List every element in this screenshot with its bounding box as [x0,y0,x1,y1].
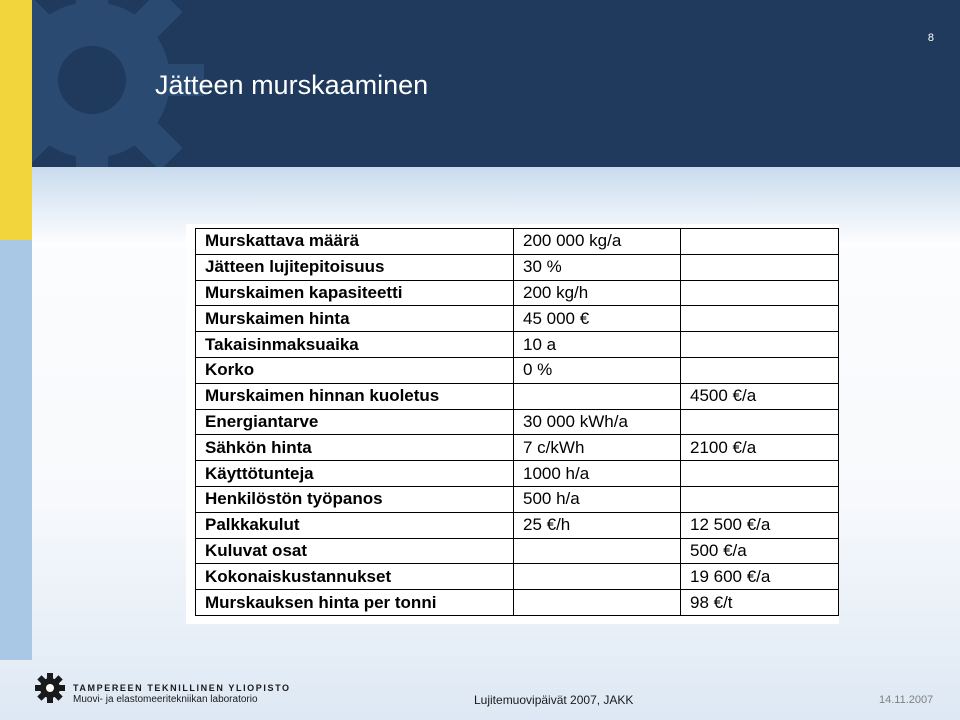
row-cost-cell: 98 €/t [681,590,839,616]
table-row [196,486,839,512]
row-label-cell: Käyttötunteja [196,461,514,487]
left-accent-stripe-yellow [0,0,32,240]
row-cost-cell [681,357,839,383]
row-cost-cell [681,409,839,435]
row-value-cell: 25 €/h [514,512,681,538]
slide-title: Jätteen murskaaminen [155,70,429,100]
event-name: Lujitemuovipäivät 2007, JAKK [474,693,634,707]
row-label-cell: Palkkakulut [196,512,514,538]
left-accent-stripe-blue [0,240,32,660]
table-row [196,306,839,332]
table-row [196,332,839,358]
university-name: TAMPEREEN TEKNILLINEN YLIOPISTO [73,683,291,693]
row-value-cell [514,383,681,409]
row-cost-cell [681,332,839,358]
row-value-cell: 0 % [514,357,681,383]
row-label-cell: Energiantarve [196,409,514,435]
tut-gear-logo-icon [34,672,66,704]
row-cost-cell: 19 600 €/a [681,564,839,590]
laboratory-name: Muovi- ja elastomeeritekniikan laboratorio [73,694,258,705]
row-label-cell: Jätteen lujitepitoisuus [196,254,514,280]
row-cost-cell [681,461,839,487]
cost-table [195,228,839,616]
row-cost-cell: 500 €/a [681,538,839,564]
row-value-cell: 7 c/kWh [514,435,681,461]
row-value-cell: 10 a [514,332,681,358]
table-row [196,435,839,461]
row-value-cell: 1000 h/a [514,461,681,487]
row-cost-cell [681,486,839,512]
row-label-cell: Murskattava määrä [196,229,514,255]
page-number: 8 [927,32,934,44]
cost-table-panel [186,224,839,624]
row-value-cell [514,538,681,564]
row-label-cell: Murskaimen hinta [196,306,514,332]
row-cost-cell: 2100 €/a [681,435,839,461]
table-row [196,229,839,255]
row-value-cell: 200 000 kg/a [514,229,681,255]
row-value-cell: 500 h/a [514,486,681,512]
row-cost-cell [681,229,839,255]
row-cost-cell: 12 500 €/a [681,512,839,538]
table-row [196,409,839,435]
table-row [196,461,839,487]
row-value-cell: 30 000 kWh/a [514,409,681,435]
row-label-cell: Murskaimen kapasiteetti [196,280,514,306]
row-value-cell [514,590,681,616]
row-label-cell: Murskaimen hinnan kuoletus [196,383,514,409]
table-row [196,590,839,616]
row-label-cell: Henkilöstön työpanos [196,486,514,512]
table-row [196,357,839,383]
row-label-cell: Murskauksen hinta per tonni [196,590,514,616]
row-label-cell: Sähkön hinta [196,435,514,461]
row-cost-cell [681,306,839,332]
row-value-cell: 45 000 € [514,306,681,332]
row-cost-cell [681,254,839,280]
row-label-cell: Kokonaiskustannukset [196,564,514,590]
table-row [196,254,839,280]
row-cost-cell [681,280,839,306]
table-row [196,512,839,538]
row-cost-cell: 4500 €/a [681,383,839,409]
table-row [196,280,839,306]
footer-date: 14.11.2007 [879,694,934,706]
table-row [196,538,839,564]
table-row [196,564,839,590]
row-value-cell [514,564,681,590]
row-value-cell: 30 % [514,254,681,280]
row-value-cell: 200 kg/h [514,280,681,306]
table-row [196,383,839,409]
row-label-cell: Korko [196,357,514,383]
row-label-cell: Kuluvat osat [196,538,514,564]
row-label-cell: Takaisinmaksuaika [196,332,514,358]
